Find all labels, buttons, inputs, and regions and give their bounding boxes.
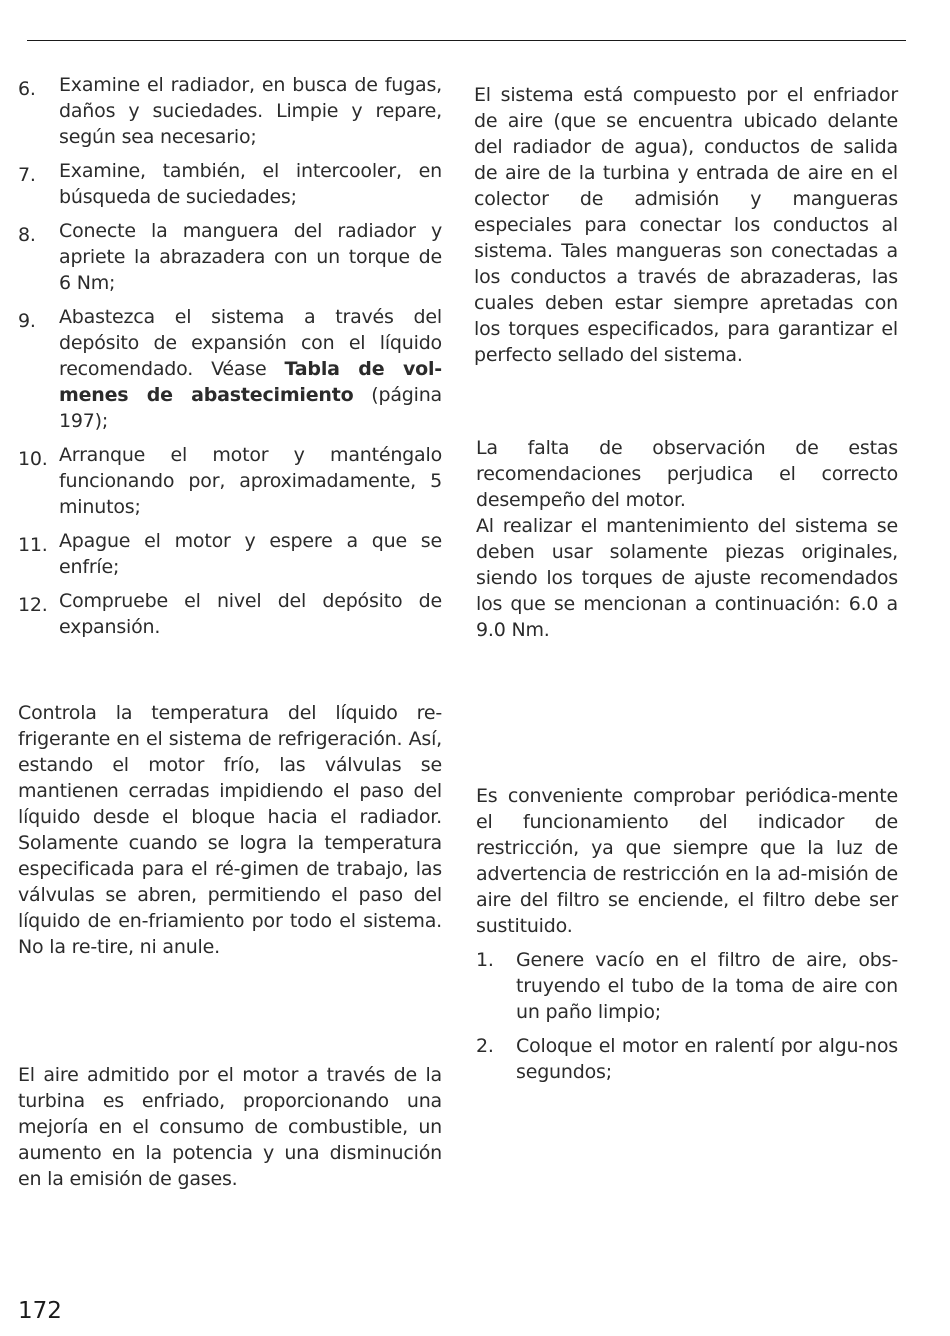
list-text: Genere vacío en el filtro de aire, obs-truyendo el tubo de la toma de aire con un paño limpio; <box>516 949 898 1023</box>
list-text: Conecte la manguera del radiador y apriete la abrazadera con un torque de 6 Nm; <box>59 220 442 294</box>
list-number: 2. <box>476 1035 494 1057</box>
list-text: Compruebe el nivel del depósito de expansión. <box>59 590 442 638</box>
list-item <box>18 158 442 210</box>
cross-reference-link[interactable]: Tabla de vol-menes de abastecimiento <box>59 358 442 406</box>
system-paragraph: El sistema está compuesto por el enfriador de aire (que se encuentra ubicado delante del radiador de agua), conductos de salida de aire de la turbina y entrada de aire en el colector de admisión y mangueras especiales para conectar los conductos al sistema. Tales mangueras son conectadas a los conductos a través de abrazaderas, las cuales deben estar siempre apretadas con los torques especificados, para garantizar el perfecto sellado del sistema. <box>474 84 898 366</box>
list-number: 6. <box>18 78 36 100</box>
list-number: 7. <box>18 164 36 186</box>
intercooler-paragraph: El aire admitido por el motor a través de la turbina es enfriado, proporcionando una mejoría en el consumo de combustible, un aumento en la potencia y una disminución en la emisión de gases. <box>18 1064 442 1190</box>
list-item <box>18 588 442 640</box>
warning-paragraph-2: Al realizar el mantenimiento del sistema se deben usar solamente piezas originales, siendo los torques de ajuste recomendados los que se mencionan a continuación: 6.0 a 9.0 Nm. <box>476 515 898 641</box>
list-number: 10. <box>18 448 48 470</box>
list-text: Examine, también, el intercooler, en búsqueda de suciedades; <box>59 160 442 208</box>
restriction-paragraph: Es conveniente comprobar periódica-mente el funcionamiento del indicador de restricción, ya que siempre que la luz de advertencia de restricción en la ad-misión de aire del filtro se enciende, el filtro debe ser sustituido. <box>476 785 898 937</box>
list-text: Abastezca el sistema a través del depósito de expansión con el líquido recomendado. Véase <box>59 306 442 380</box>
list-item <box>18 528 442 580</box>
thermostat-section <box>18 700 442 960</box>
list-text: Coloque el motor en ralentí por algu-nos segundos; <box>516 1035 898 1083</box>
left-column <box>18 72 442 640</box>
list-item <box>18 72 442 150</box>
warning-box <box>476 435 898 643</box>
list-number: 12. <box>18 594 48 616</box>
list-number: 11. <box>18 534 48 556</box>
restriction-section <box>476 783 898 1085</box>
list-text: Arranque el motor y manténgalo funcionando por, aproximadamente, 5 minutos; <box>59 444 442 518</box>
list-item <box>18 442 442 520</box>
list-number: 9. <box>18 310 36 332</box>
list-item <box>476 947 898 1025</box>
list-text: Examine el radiador, en busca de fugas, daños y suciedades. Limpie y repare, según sea necesario; <box>59 74 442 148</box>
list-number: 1. <box>476 949 494 971</box>
thermostat-paragraph: Controla la temperatura del líquido re-frigerante en el sistema de refrigeración. Así, estando el motor frío, las válvulas se mantienen cerradas impidiendo el paso del líquido desde el bloque hacia el radiador. Solamente cuando se logra la temperatura especificada para el ré-gimen de trabajo, las válvulas se abren, permitiendo el paso del líquido de en-friamiento por todo el sistema. No la re-tire, ni anule. <box>18 702 442 958</box>
right-column-top <box>474 82 898 368</box>
list-text: Apague el motor y espere a que se enfríe; <box>59 530 442 578</box>
page-number: 172 <box>18 1298 62 1324</box>
list-text: (página 197); <box>59 384 442 432</box>
header-rule <box>27 40 906 41</box>
list-item <box>18 304 442 434</box>
list-item <box>476 1033 898 1085</box>
list-item <box>18 218 442 296</box>
list-number: 8. <box>18 224 36 246</box>
intercooler-section <box>18 1062 442 1192</box>
warning-paragraph-1: La falta de observación de estas recomendaciones perjudica el correcto desempeño del motor. <box>476 437 898 511</box>
